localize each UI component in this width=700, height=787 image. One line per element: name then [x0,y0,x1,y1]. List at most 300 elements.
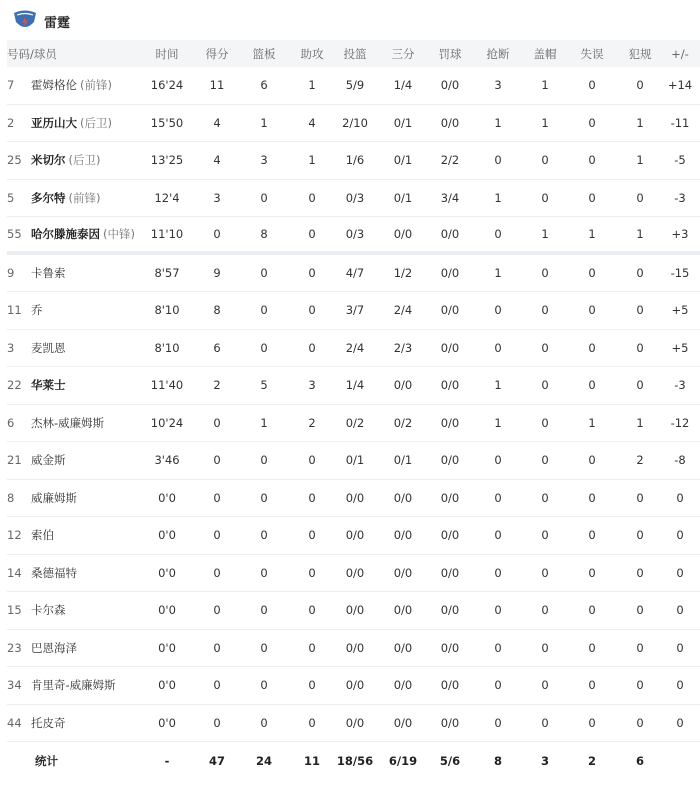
stat-assists: 0 [308,490,316,505]
player-number: 25 [7,153,22,168]
player-number: 7 [7,78,15,93]
stat-fouls: 0 [636,378,644,393]
player-cell [7,217,142,251]
stat-ft: 3/4 [440,190,460,205]
stat-fg: 1/6 [345,153,365,168]
stat-turnovers: 0 [588,265,596,280]
stat-fg: 0/0 [345,640,365,655]
header-points[interactable]: 得分 [205,46,229,61]
stat-points: 0 [213,528,221,543]
stat-rebounds: 1 [260,415,268,430]
player-name-link[interactable]: 米切尔 [31,153,66,168]
stat-points: 2 [213,378,221,393]
stat-fouls: 0 [636,265,644,280]
stat-blocks: 1 [541,78,549,93]
stat-time: 0'0 [158,490,176,505]
stat-turnovers: 0 [588,378,596,393]
stat-plusminus: +3 [671,226,689,241]
player-cell [7,480,142,517]
stat-plusminus: 0 [676,603,684,618]
table-row [7,105,700,143]
player-name-link[interactable]: 巴恩海泽 [31,640,77,655]
player-name-link[interactable]: 杰林-威廉姆斯 [31,415,105,430]
stat-turnovers: 0 [588,153,596,168]
player-cell [7,592,142,629]
stat-turnovers: 0 [588,528,596,543]
stat-plusminus: -12 [670,415,690,430]
player-number: 6 [7,415,15,430]
player-number: 15 [7,603,22,618]
stat-steals: 1 [494,378,502,393]
stat-steals: 1 [494,415,502,430]
stat-turnovers: 0 [588,565,596,580]
stat-turnovers: 0 [588,715,596,730]
stat-fouls: 1 [636,415,644,430]
stat-time: 16'24 [150,78,184,93]
stat-turnovers: 0 [588,78,596,93]
player-name-link[interactable]: 卡鲁索 [31,265,66,280]
stat-rebounds: 0 [260,340,268,355]
stat-ft: 0/0 [440,115,460,130]
stat-blocks: 1 [541,226,549,241]
stat-blocks: 0 [541,715,549,730]
stat-plusminus: -11 [670,115,690,130]
totals-row [7,742,700,780]
table-row [7,330,700,368]
player-cell [7,442,142,479]
stat-time: 0'0 [158,565,176,580]
player-cell [7,517,142,554]
stat-blocks: 0 [541,603,549,618]
stat-plusminus: 0 [676,715,684,730]
stat-blocks: 0 [541,378,549,393]
table-row [7,592,700,630]
stat-assists: 0 [308,226,316,241]
table-row [7,180,700,218]
player-cell [7,255,142,292]
stat-ft: 2/2 [440,153,460,168]
totals-turnovers: 2 [587,753,596,768]
stat-rebounds: 0 [260,490,268,505]
player-position: (后卫) [80,115,112,130]
player-rows [7,67,700,742]
stat-three: 1/4 [393,78,413,93]
player-position: (前锋) [68,190,101,205]
stat-blocks: 0 [541,678,549,693]
stat-blocks: 0 [541,265,549,280]
stat-fg: 5/9 [345,78,365,93]
stat-rebounds: 0 [260,565,268,580]
player-number: 8 [7,490,15,505]
stat-fouls: 0 [636,715,644,730]
stat-steals: 0 [494,490,502,505]
stat-fouls: 1 [636,226,644,241]
table-row [7,142,700,180]
player-cell [7,367,142,404]
player-cell [7,555,142,592]
stat-blocks: 0 [541,490,549,505]
player-name-link[interactable]: 霍姆格伦 [31,78,77,93]
stat-blocks: 0 [541,415,549,430]
table-row [7,555,700,593]
stat-steals: 0 [494,340,502,355]
stat-assists: 0 [308,303,316,318]
stat-rebounds: 3 [260,153,268,168]
stat-three: 0/1 [393,153,413,168]
table-row [7,67,700,105]
stat-three: 1/2 [393,265,413,280]
player-name-link[interactable]: 麦凯恩 [31,340,66,355]
totals-points: 47 [208,753,225,768]
stat-points: 0 [213,453,221,468]
stat-fouls: 0 [636,678,644,693]
stat-ft: 0/0 [440,715,460,730]
stat-three: 0/1 [393,115,413,130]
stat-points: 3 [213,190,221,205]
stat-steals: 0 [494,153,502,168]
stat-rebounds: 0 [260,303,268,318]
player-cell [7,105,142,142]
player-cell [7,630,142,667]
player-number: 3 [7,340,15,355]
stat-steals: 0 [494,303,502,318]
stat-blocks: 0 [541,190,549,205]
stat-fouls: 1 [636,115,644,130]
table-row [7,367,700,405]
player-number: 9 [7,265,15,280]
player-cell [7,67,142,104]
stat-plusminus: 0 [676,490,684,505]
stat-steals: 0 [494,528,502,543]
stat-fouls: 0 [636,340,644,355]
player-cell [7,405,142,442]
player-position: (后卫) [68,153,101,168]
stat-ft: 0/0 [440,678,460,693]
player-number: 2 [7,115,15,130]
player-number: 14 [7,565,22,580]
player-cell [7,180,142,217]
stat-turnovers: 0 [588,678,596,693]
table-row [7,517,700,555]
stat-three: 0/2 [393,415,413,430]
stat-rebounds: 1 [260,115,268,130]
player-number: 44 [7,715,22,730]
stat-blocks: 0 [541,303,549,318]
stat-plusminus: -8 [674,453,686,468]
stat-assists: 0 [308,190,316,205]
player-number: 22 [7,378,22,393]
stat-turnovers: 0 [588,115,596,130]
stat-rebounds: 5 [260,378,268,393]
stat-ft: 0/0 [440,603,460,618]
totals-three: 6/19 [388,753,418,768]
stat-three: 2/4 [393,303,413,318]
stat-assists: 0 [308,340,316,355]
table-row [7,405,700,443]
header-steals[interactable]: 抢断 [486,46,510,61]
stat-rebounds: 0 [260,715,268,730]
totals-rebounds: 24 [255,753,272,768]
stat-time: 10'24 [150,415,184,430]
stat-three: 0/0 [393,678,413,693]
stat-assists: 0 [308,453,316,468]
stat-assists: 0 [308,603,316,618]
stat-plusminus: 0 [676,678,684,693]
stat-fg: 2/10 [342,115,368,130]
stat-time: 8'10 [154,340,180,355]
stat-rebounds: 6 [260,78,268,93]
stat-fg: 1/4 [345,378,365,393]
table-header [7,40,700,67]
stat-fouls: 0 [636,640,644,655]
stat-three: 0/0 [393,490,413,505]
stat-points: 0 [213,678,221,693]
stat-time: 0'0 [158,715,176,730]
stat-three: 0/1 [393,190,413,205]
stat-blocks: 0 [541,340,549,355]
stat-ft: 0/0 [440,640,460,655]
stat-fouls: 0 [636,190,644,205]
stat-time: 8'57 [154,265,180,280]
stat-fg: 4/7 [345,265,365,280]
stat-fg: 0/3 [345,226,365,241]
stat-ft: 0/0 [440,303,460,318]
stat-plusminus: -3 [674,190,686,205]
stat-ft: 0/0 [440,226,460,241]
stat-turnovers: 0 [588,190,596,205]
stat-fg: 0/2 [345,415,365,430]
stat-fg: 0/0 [345,678,365,693]
table-row [7,630,700,668]
stat-time: 12'4 [154,190,180,205]
player-number: 5 [7,190,15,205]
stat-plusminus: -15 [670,265,690,280]
stat-fouls: 0 [636,78,644,93]
stat-steals: 3 [494,78,502,93]
stat-turnovers: 0 [588,340,596,355]
table-row [7,667,700,705]
totals-fg: 18/56 [336,753,374,768]
stat-time: 0'0 [158,528,176,543]
stat-ft: 0/0 [440,415,460,430]
header-time[interactable]: 时间 [155,46,179,61]
stat-blocks: 0 [541,453,549,468]
stat-ft: 0/0 [440,340,460,355]
totals-fouls: 6 [635,753,644,768]
header-turnovers[interactable]: 失误 [580,46,604,61]
stat-steals: 0 [494,565,502,580]
stat-points: 0 [213,226,221,241]
stat-assists: 0 [308,640,316,655]
stat-plusminus: -5 [674,153,686,168]
totals-steals: 8 [493,753,502,768]
header-plusminus[interactable]: +/- [671,46,689,61]
stat-rebounds: 0 [260,678,268,693]
stat-fg: 0/0 [345,603,365,618]
totals-time: - [164,753,170,768]
player-number: 34 [7,678,22,693]
stat-plusminus: +5 [671,303,689,318]
totals-assists: 11 [303,753,320,768]
stat-time: 11'40 [150,378,184,393]
stat-three: 0/0 [393,640,413,655]
header-assists[interactable]: 助攻 [300,46,324,61]
totals-blocks: 3 [540,753,549,768]
player-name-link[interactable]: 桑德福特 [31,565,77,580]
stat-rebounds: 0 [260,265,268,280]
stat-assists: 3 [308,378,316,393]
stat-assists: 1 [308,153,316,168]
header-fg[interactable]: 投篮 [343,46,367,61]
stat-rebounds: 0 [260,528,268,543]
player-number: 12 [7,528,22,543]
stat-ft: 0/0 [440,378,460,393]
player-name-link[interactable]: 肯里奇-威廉姆斯 [31,678,116,693]
stat-blocks: 0 [541,153,549,168]
stat-three: 2/3 [393,340,413,355]
stat-ft: 0/0 [440,565,460,580]
thunder-logo-icon [11,8,39,32]
stat-points: 0 [213,715,221,730]
stat-three: 0/0 [393,378,413,393]
stat-steals: 0 [494,226,502,241]
stat-time: 11'10 [150,226,184,241]
stat-fg: 0/0 [345,565,365,580]
team-header [0,0,700,40]
player-name-link[interactable]: 华莱士 [31,378,66,393]
player-number: 55 [7,226,22,241]
stat-turnovers: 0 [588,453,596,468]
stat-steals: 0 [494,453,502,468]
player-name-link[interactable]: 多尔特 [31,190,66,205]
totals-label: 统计 [35,753,58,768]
stat-blocks: 0 [541,565,549,580]
header-ft[interactable]: 罚球 [438,46,462,61]
stat-turnovers: 0 [588,640,596,655]
stat-fg: 0/0 [345,490,365,505]
stat-assists: 0 [308,265,316,280]
stat-plusminus: +14 [667,78,693,93]
stat-rebounds: 0 [260,453,268,468]
player-cell [7,292,142,329]
stat-fg: 0/0 [345,528,365,543]
header-player[interactable]: 号码/球员 [7,46,57,61]
stat-fouls: 1 [636,153,644,168]
stat-fouls: 0 [636,303,644,318]
player-cell [7,330,142,367]
stat-rebounds: 8 [260,226,268,241]
stat-turnovers: 0 [588,603,596,618]
stat-steals: 0 [494,678,502,693]
stat-ft: 0/0 [440,265,460,280]
player-name-link[interactable]: 威金斯 [31,453,66,468]
stat-steals: 0 [494,715,502,730]
stat-time: 0'0 [158,603,176,618]
stat-assists: 0 [308,565,316,580]
totals-ft: 5/6 [439,753,461,768]
stat-blocks: 0 [541,528,549,543]
player-name-link[interactable]: 卡尔森 [31,603,66,618]
stat-fouls: 0 [636,528,644,543]
stat-three: 0/0 [393,715,413,730]
stat-points: 4 [213,115,221,130]
header-blocks[interactable]: 盖帽 [533,46,557,61]
stat-fg: 0/3 [345,190,365,205]
stat-steals: 0 [494,640,502,655]
player-cell [7,667,142,704]
stat-turnovers: 0 [588,303,596,318]
table-row [7,442,700,480]
stat-points: 6 [213,340,221,355]
player-name-link[interactable]: 哈尔滕施泰因 [31,226,100,241]
player-number: 11 [7,303,22,318]
stat-steals: 1 [494,115,502,130]
stat-fouls: 0 [636,490,644,505]
player-name-link[interactable]: 威廉姆斯 [31,490,77,505]
stat-fg: 0/1 [345,453,365,468]
stat-assists: 0 [308,678,316,693]
stat-three: 0/0 [393,528,413,543]
stat-points: 0 [213,490,221,505]
player-position: (前锋) [80,78,112,93]
stat-three: 0/1 [393,453,413,468]
stat-turnovers: 1 [588,226,596,241]
totals-plusminus [660,742,700,780]
header-fouls[interactable]: 犯规 [628,46,652,61]
stat-plusminus: +5 [671,340,689,355]
stat-points: 0 [213,565,221,580]
header-three[interactable]: 三分 [391,46,415,61]
stat-points: 0 [213,640,221,655]
stat-plusminus: -3 [674,378,686,393]
stat-points: 8 [213,303,221,318]
player-name-link[interactable]: 亚历山大 [31,115,77,130]
player-name-link[interactable]: 索伯 [31,528,54,543]
stat-ft: 0/0 [440,528,460,543]
stat-time: 8'10 [154,303,180,318]
stat-fouls: 0 [636,603,644,618]
stat-plusminus: 0 [676,565,684,580]
table-row [7,480,700,518]
stat-fg: 3/7 [345,303,365,318]
stat-steals: 1 [494,190,502,205]
stat-time: 15'50 [150,115,184,130]
stat-points: 9 [213,265,221,280]
player-position: (中锋) [103,226,135,241]
stat-points: 4 [213,153,221,168]
stat-fouls: 2 [636,453,644,468]
stat-steals: 0 [494,603,502,618]
stat-rebounds: 0 [260,190,268,205]
stat-three: 0/0 [393,603,413,618]
stat-assists: 0 [308,528,316,543]
header-rebounds[interactable]: 篮板 [252,46,276,61]
stat-time: 13'25 [150,153,184,168]
stat-fg: 2/4 [345,340,365,355]
player-name-link[interactable]: 乔 [31,303,43,318]
stat-ft: 0/0 [440,490,460,505]
stat-points: 11 [209,78,225,93]
stat-time: 0'0 [158,640,176,655]
stat-points: 0 [213,415,221,430]
player-number: 23 [7,640,22,655]
table-row [7,705,700,743]
stat-points: 0 [213,603,221,618]
stat-three: 0/0 [393,226,413,241]
player-name-link[interactable]: 托皮奇 [31,715,66,730]
stat-time: 3'46 [154,453,180,468]
box-score-table [7,40,700,780]
